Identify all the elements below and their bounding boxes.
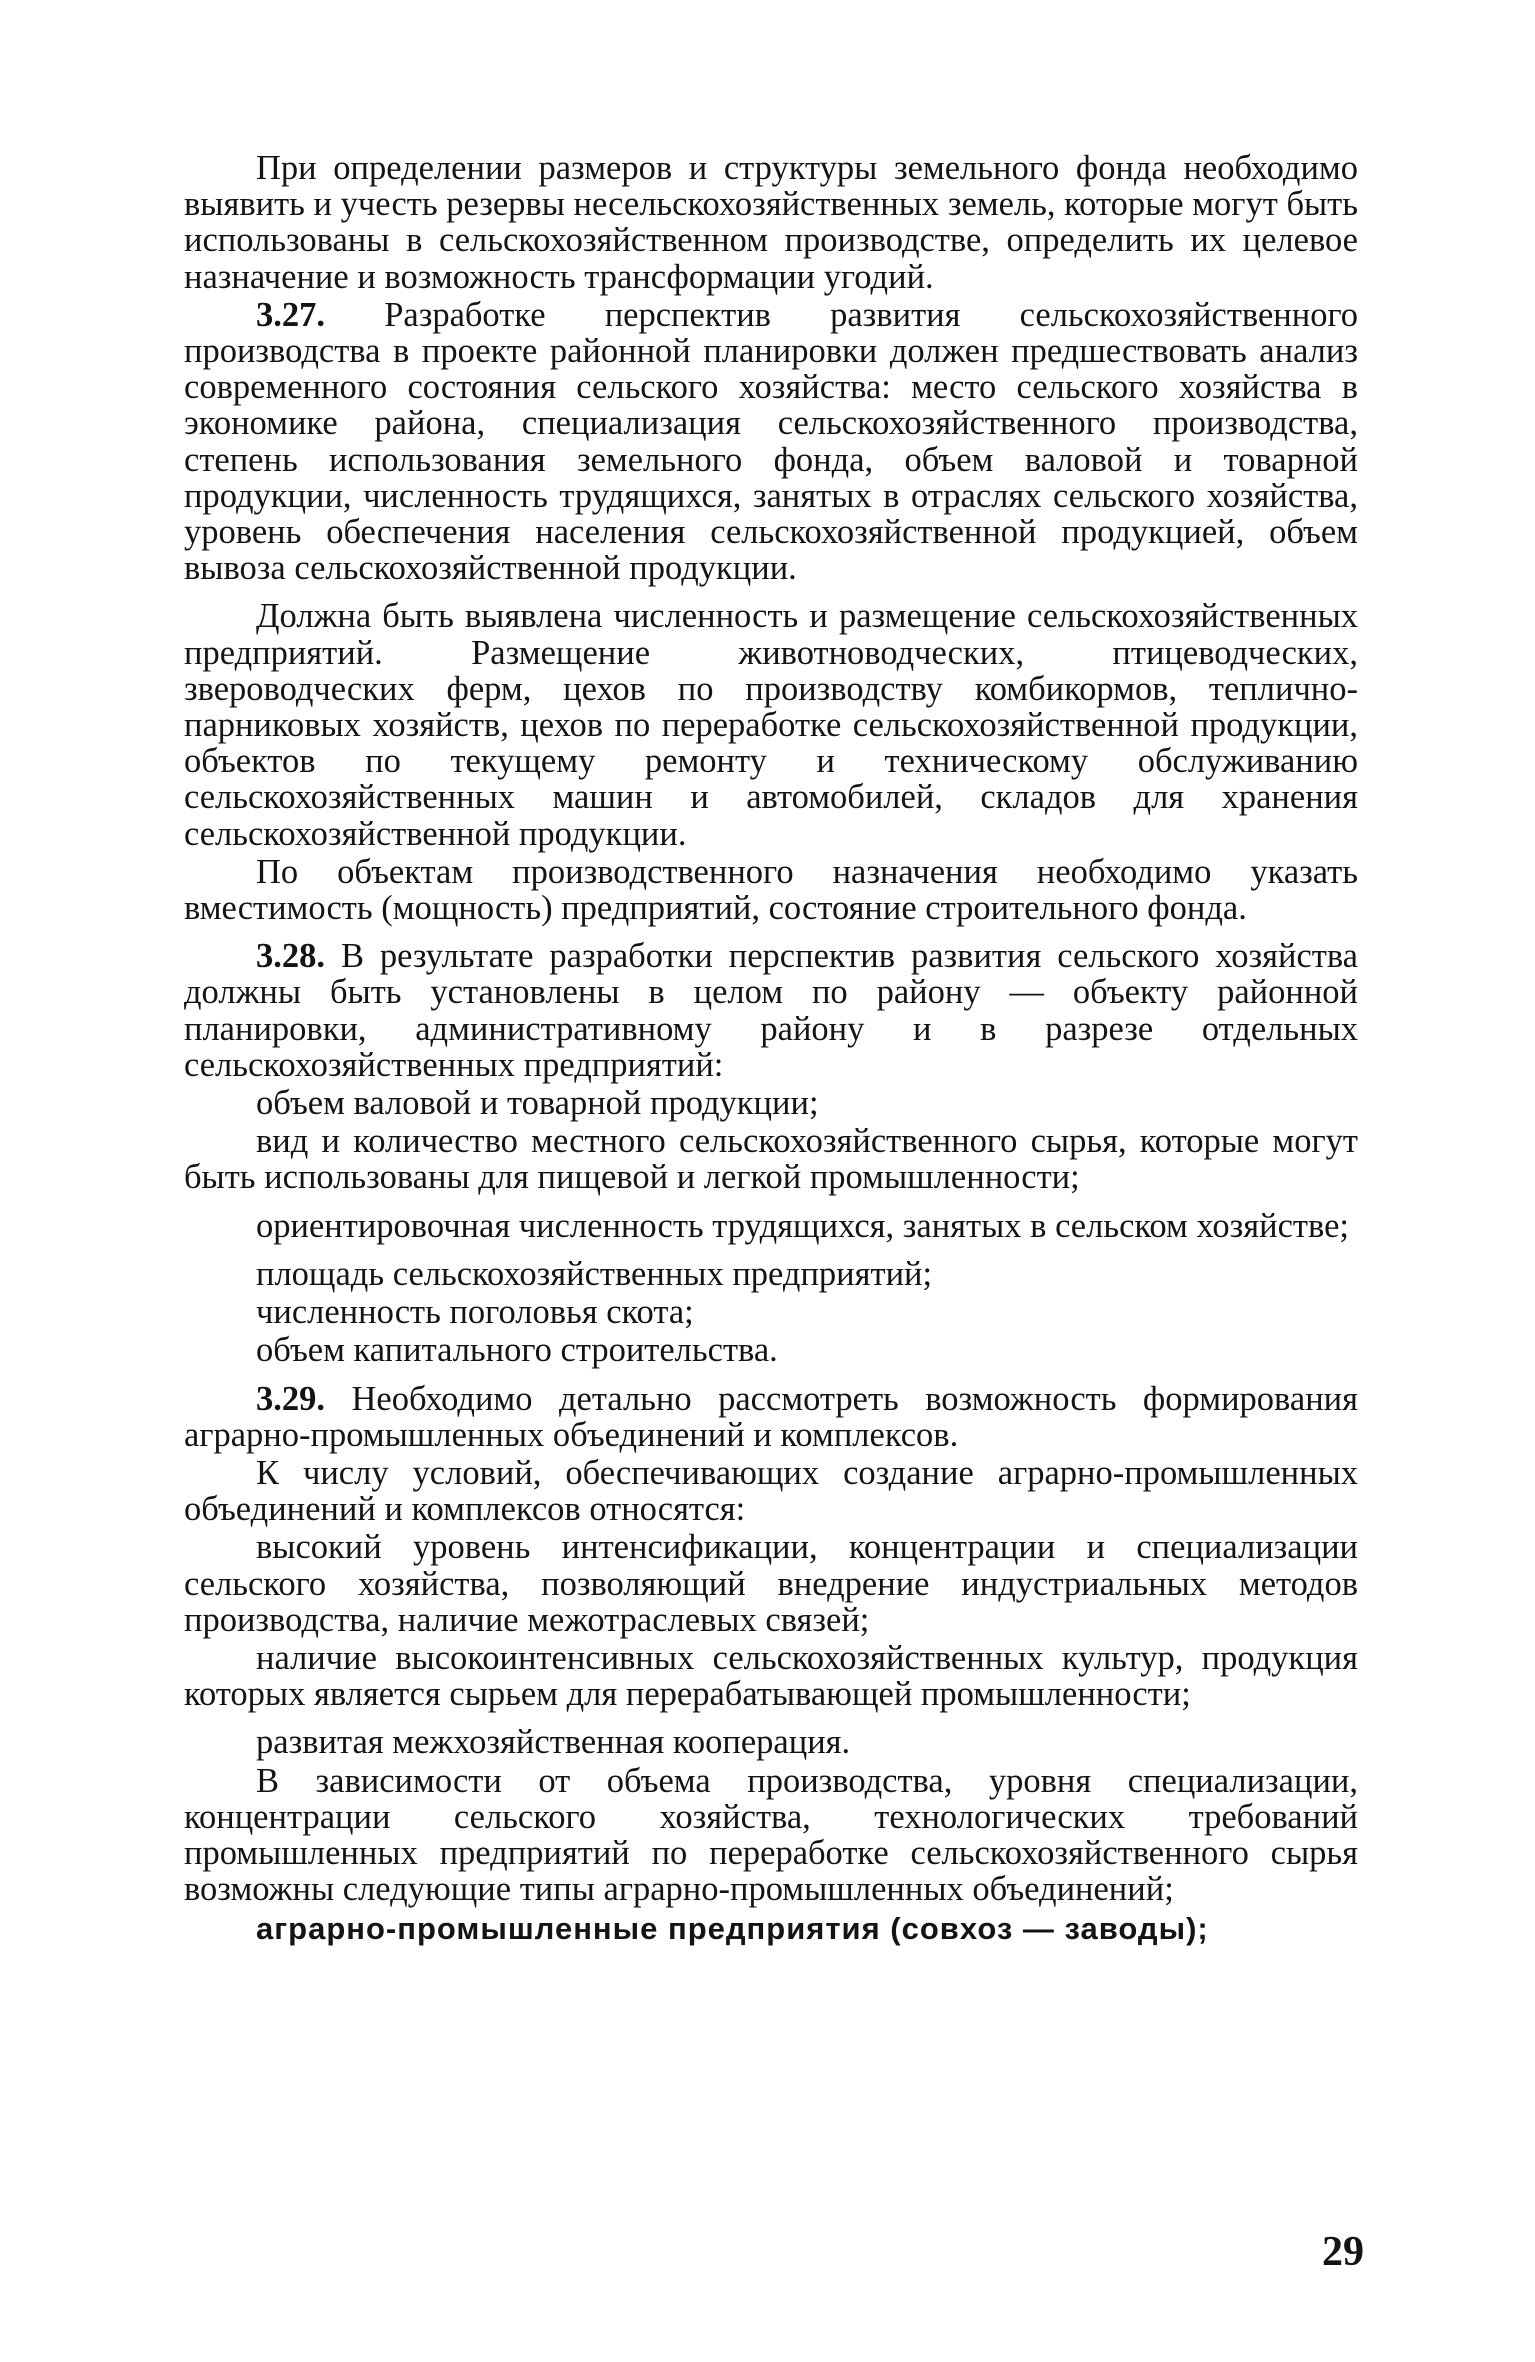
paragraph-3-28: 3.28. В результате разработки перспектив развития сельского хозяйства должны быть установлены в целом по району — объекту районной планировки, административному району и в разрезе отдельных сельскохозяйственных предприятий: <box>184 937 1358 1084</box>
paragraph: При определении размеров и структуры земельного фонда необходимо выявить и учесть резервы несельскохозяйственных земель, которые могут быть использованы в сельскохозяйственном производстве, определить их целевое назначение и возможность трансформации угодий. <box>184 149 1358 296</box>
list-item: развитая межхозяйственная кооперация. <box>256 1723 851 1762</box>
list-item: вид и количество местного сельскохозяйственного сырья, которые могут быть использованы для пищевой и легкой промышленности; <box>184 1122 1358 1197</box>
paragraph-3-27: 3.27. Разработке перспектив развития сельскохозяйственного производства в проекте районной планировки должен предшествовать анализ современного состояния сельского хозяйства: место сельского хозяйства в экономике района, специализация сельскохозяйственного производства, степень использования земельного фонда, объем валовой и товарной продукции, численность трудящихся, занятых в отраслях сельского хозяйства, уровень обеспечения населения сельскохозяйственной продукцией, объем вывоза сельскохозяйственной продукции. <box>184 295 1359 588</box>
list-item: численность поголовья скота; <box>256 1293 694 1332</box>
clause-number: 3.29. <box>256 1379 325 1418</box>
list-item: наличие высокоинтенсивных сельскохозяйственных культур, продукция которых является сырьем для перерабатывающей промышленности; <box>184 1638 1358 1714</box>
clause-number: 3.28. <box>256 937 325 976</box>
clause-number: 3.27. <box>256 295 325 334</box>
list-item: площадь сельскохозяйственных предприятий; <box>256 1254 933 1293</box>
list-item: аграрно-промышленные предприятия (совхоз — заводы); <box>256 1911 1209 1947</box>
page-number: 29 <box>1322 2229 1364 2275</box>
paragraph: По объектам производственного назначения необходимо указать вместимость (мощность) предприятий, состояние строительного фонда. <box>184 852 1358 928</box>
page-text <box>184 150 1358 1950</box>
list-item: высокий уровень интенсификации, концентрации и специализации сельского хозяйства, позволяющий внедрение индустриальных методов производства, наличие межотраслевых связей; <box>184 1528 1358 1639</box>
list-item: объем капитального строительства. <box>256 1331 778 1370</box>
paragraph: К числу условий, обеспечивающих создание аграрно-промышленных объединений и комплексов относятся: <box>184 1453 1358 1529</box>
paragraph-3-29: 3.29. Необходимо детально рассмотреть возможность формирования аграрно-промышленных объединений и комплексов. <box>184 1379 1359 1454</box>
paragraph: В зависимости от объема производства, уровня специализации, концентрации сельского хозяйства, технологических требований промышленных предприятий по переработке сельскохозяйственного сырья возможны следующие типы аграрно-промышленных объединений; <box>184 1761 1358 1909</box>
paragraph: Должна быть выявлена численность и размещение сельскохозяйственных предприятий. Размещение животноводческих, птицеводческих, звероводческих ферм, цехов по производству комбикормов, теплично-парниковых хозяйств, цехов по переработке сельскохозяйственной продукции, объектов по текущему ремонту и техническому обслуживанию сельскохозяйственных машин и автомобилей, складов для хранения сельскохозяйственной продукции. <box>184 597 1358 853</box>
list-item: объем валовой и товарной продукции; <box>256 1084 819 1123</box>
list-item: ориентировочная численность трудящихся, занятых в сельском хозяйстве; <box>256 1206 1349 1245</box>
